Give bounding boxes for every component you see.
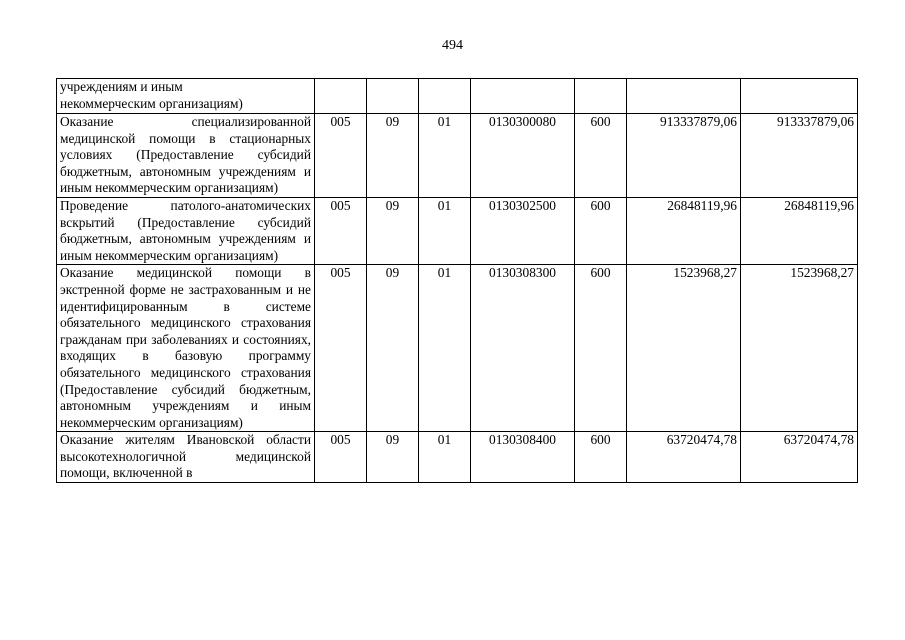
csr-cell: 0130302500 (471, 197, 575, 264)
sum-cell-1: 63720474,78 (627, 432, 741, 483)
sum-cell-1 (627, 79, 741, 114)
sum-cell-1: 913337879,06 (627, 114, 741, 198)
ved-cell: 005 (315, 432, 367, 483)
ved-cell: 005 (315, 265, 367, 432)
sum-cell-1: 26848119,96 (627, 197, 741, 264)
table-row (57, 114, 858, 198)
rz-cell: 09 (367, 114, 419, 198)
ved-cell (315, 79, 367, 114)
csr-cell: 0130308300 (471, 265, 575, 432)
csr-cell (471, 79, 575, 114)
table-row (57, 265, 858, 432)
pr-cell: 01 (419, 114, 471, 198)
sum-cell-2 (741, 79, 858, 114)
budget-table (56, 78, 858, 483)
sum-cell-2: 913337879,06 (741, 114, 858, 198)
sum-cell-1: 1523968,27 (627, 265, 741, 432)
rz-cell: 09 (367, 197, 419, 264)
rz-cell: 09 (367, 265, 419, 432)
pr-cell (419, 79, 471, 114)
ved-cell: 005 (315, 114, 367, 198)
csr-cell: 0130300080 (471, 114, 575, 198)
pr-cell: 01 (419, 432, 471, 483)
pr-cell: 01 (419, 265, 471, 432)
vr-cell: 600 (575, 114, 627, 198)
sum-cell-2: 1523968,27 (741, 265, 858, 432)
vr-cell: 600 (575, 432, 627, 483)
pr-cell: 01 (419, 197, 471, 264)
row-name-cell: Оказание специализированной медицинской помощи в стационарных условиях (Предоставление субсидий бюджетным, автономным учреждениям и иным некоммерческим организациям) (57, 114, 315, 198)
sum-cell-2: 26848119,96 (741, 197, 858, 264)
row-name-cell: Проведение патолого-анатомических вскрытий (Предоставление субсидий бюджетным, автономным учреждениям и иным некоммерческим организациям) (57, 197, 315, 264)
rz-cell: 09 (367, 432, 419, 483)
sum-cell-2: 63720474,78 (741, 432, 858, 483)
table-row (57, 432, 858, 483)
vr-cell (575, 79, 627, 114)
row-name-cell: Оказание жителям Ивановской области высокотехнологичной медицинской помощи, включенной в (57, 432, 315, 483)
table-row (57, 79, 858, 114)
row-name-cell: Оказание медицинской помощи в экстренной форме не застрахованным и не идентифицированным в системе обязательного медицинского страхования гражданам при заболеваниях и состояниях, входящих в базовую программу обязательного медицинского страхования (Предоставление субсидий бюджетным, автономным учреждениям и иным некоммерческим организациям) (57, 265, 315, 432)
csr-cell: 0130308400 (471, 432, 575, 483)
vr-cell: 600 (575, 265, 627, 432)
page-number: 494 (442, 38, 463, 53)
ved-cell: 005 (315, 197, 367, 264)
vr-cell: 600 (575, 197, 627, 264)
row-name-cell: учреждениям и иным некоммерческим организациям) (57, 79, 315, 114)
rz-cell (367, 79, 419, 114)
table-row (57, 197, 858, 264)
